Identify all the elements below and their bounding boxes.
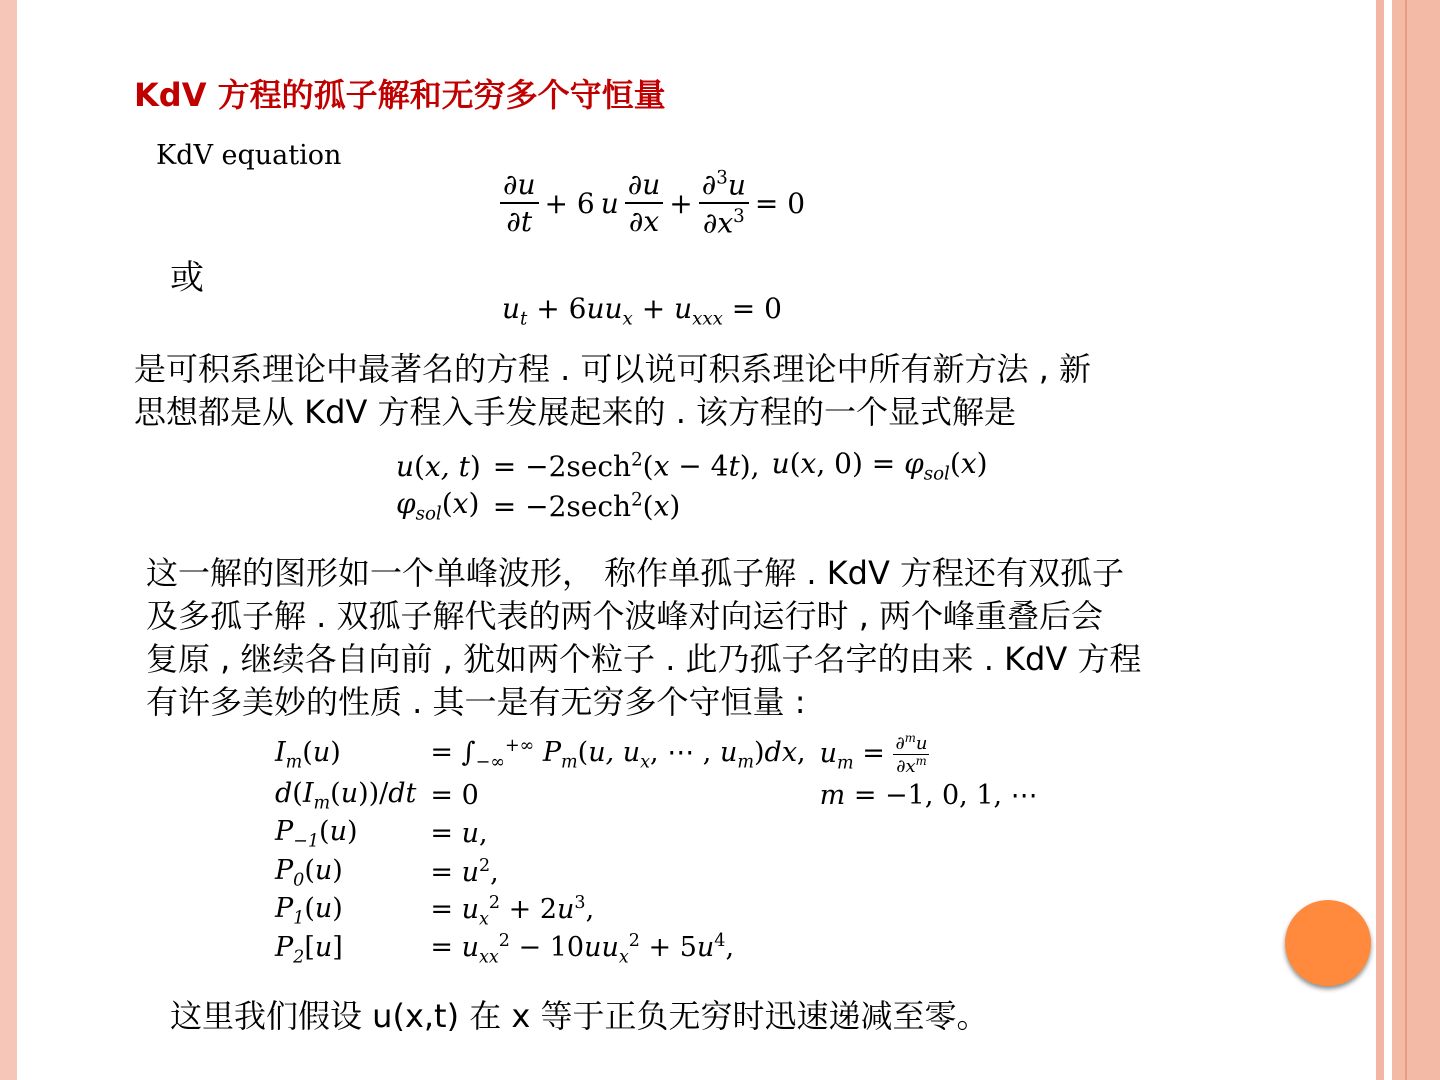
soliton-line: 复原 , 继续各自向前 , 犹如两个粒子 . 此乃孤子名字的由来 . KdV 方程 <box>146 640 1142 678</box>
right-decor-band-wide <box>1392 0 1440 1080</box>
kdv-equation-label: KdV equation <box>156 140 342 171</box>
soliton-solution: u(x, t) = −2sech$^2$(x − 4t), u(x, $0) = \varphi_{sol}(x)$ $\varphi_{sol}(x)$ = −2sech$^2$(x) <box>396 447 988 525</box>
assumption-paragraph: 这里我们假设 u(x,t) 在 x 等于正负无穷时迅速递减至零。 <box>170 997 989 1035</box>
or-text: 或 <box>170 258 204 298</box>
soliton-line: 有许多美妙的性质 . 其一是有无穷多个守恒量 : <box>146 683 806 721</box>
intro-line: 是可积系理论中最著名的方程 . 可以说可积系理论中所有新方法 , 新 <box>134 350 1092 388</box>
soliton-line: 及多孤子解 . 双孤子解代表的两个波峰对向运行时 , 两个峰重叠后会 <box>146 597 1104 635</box>
kdv-equation-partial: $\frac{\partial u}{\partial t}$ + 6 u $\frac{\partial u}{\partial x}$ + $\frac{\partial^3u}{\partial x^3}$ = 0 <box>500 170 805 238</box>
right-decor-gap <box>1384 0 1392 1080</box>
intro-paragraph <box>134 348 1091 434</box>
soliton-paragraph <box>146 552 1141 724</box>
slide-title: KdV 方程的孤子解和无穷多个守恒量 <box>134 76 666 114</box>
kdv-equation-subscript: $u_t + 6uu_x + u_{xxx} = 0$ <box>502 292 782 330</box>
left-decor-strip <box>0 0 17 1080</box>
orange-circle-decor <box>1285 900 1371 986</box>
right-decor-line <box>1405 0 1407 1080</box>
right-decor-band <box>1376 0 1384 1080</box>
soliton-line: 这一解的图形如一个单峰波形， 称作单孤子解 . KdV 方程还有双孤子 <box>146 554 1125 592</box>
intro-line: 思想都是从 KdV 方程入手发展起来的 . 该方程的一个显式解是 <box>134 393 1017 431</box>
conserved-quantities: $I_m(u)$ = $\int_{-\infty}^{+\infty}$ $P_m(u$, $u_x$, ⋯ , $u_m)dx$, $u_m$ = $\frac{\partial^mu}{\partial x^m}$ $d(I_m(u))/dt$ = 0 m = −1, 0, 1, ⋯ $P_{-1}(u)$ = u, $P_0(u)$ = $u^2$, $P_1(u)$ = $u_x^2 + 2u^3$, $P_2[u]$ = $u_{xx}^2 - 10uu_x^2 + 5u^4$, <box>275 731 1038 968</box>
